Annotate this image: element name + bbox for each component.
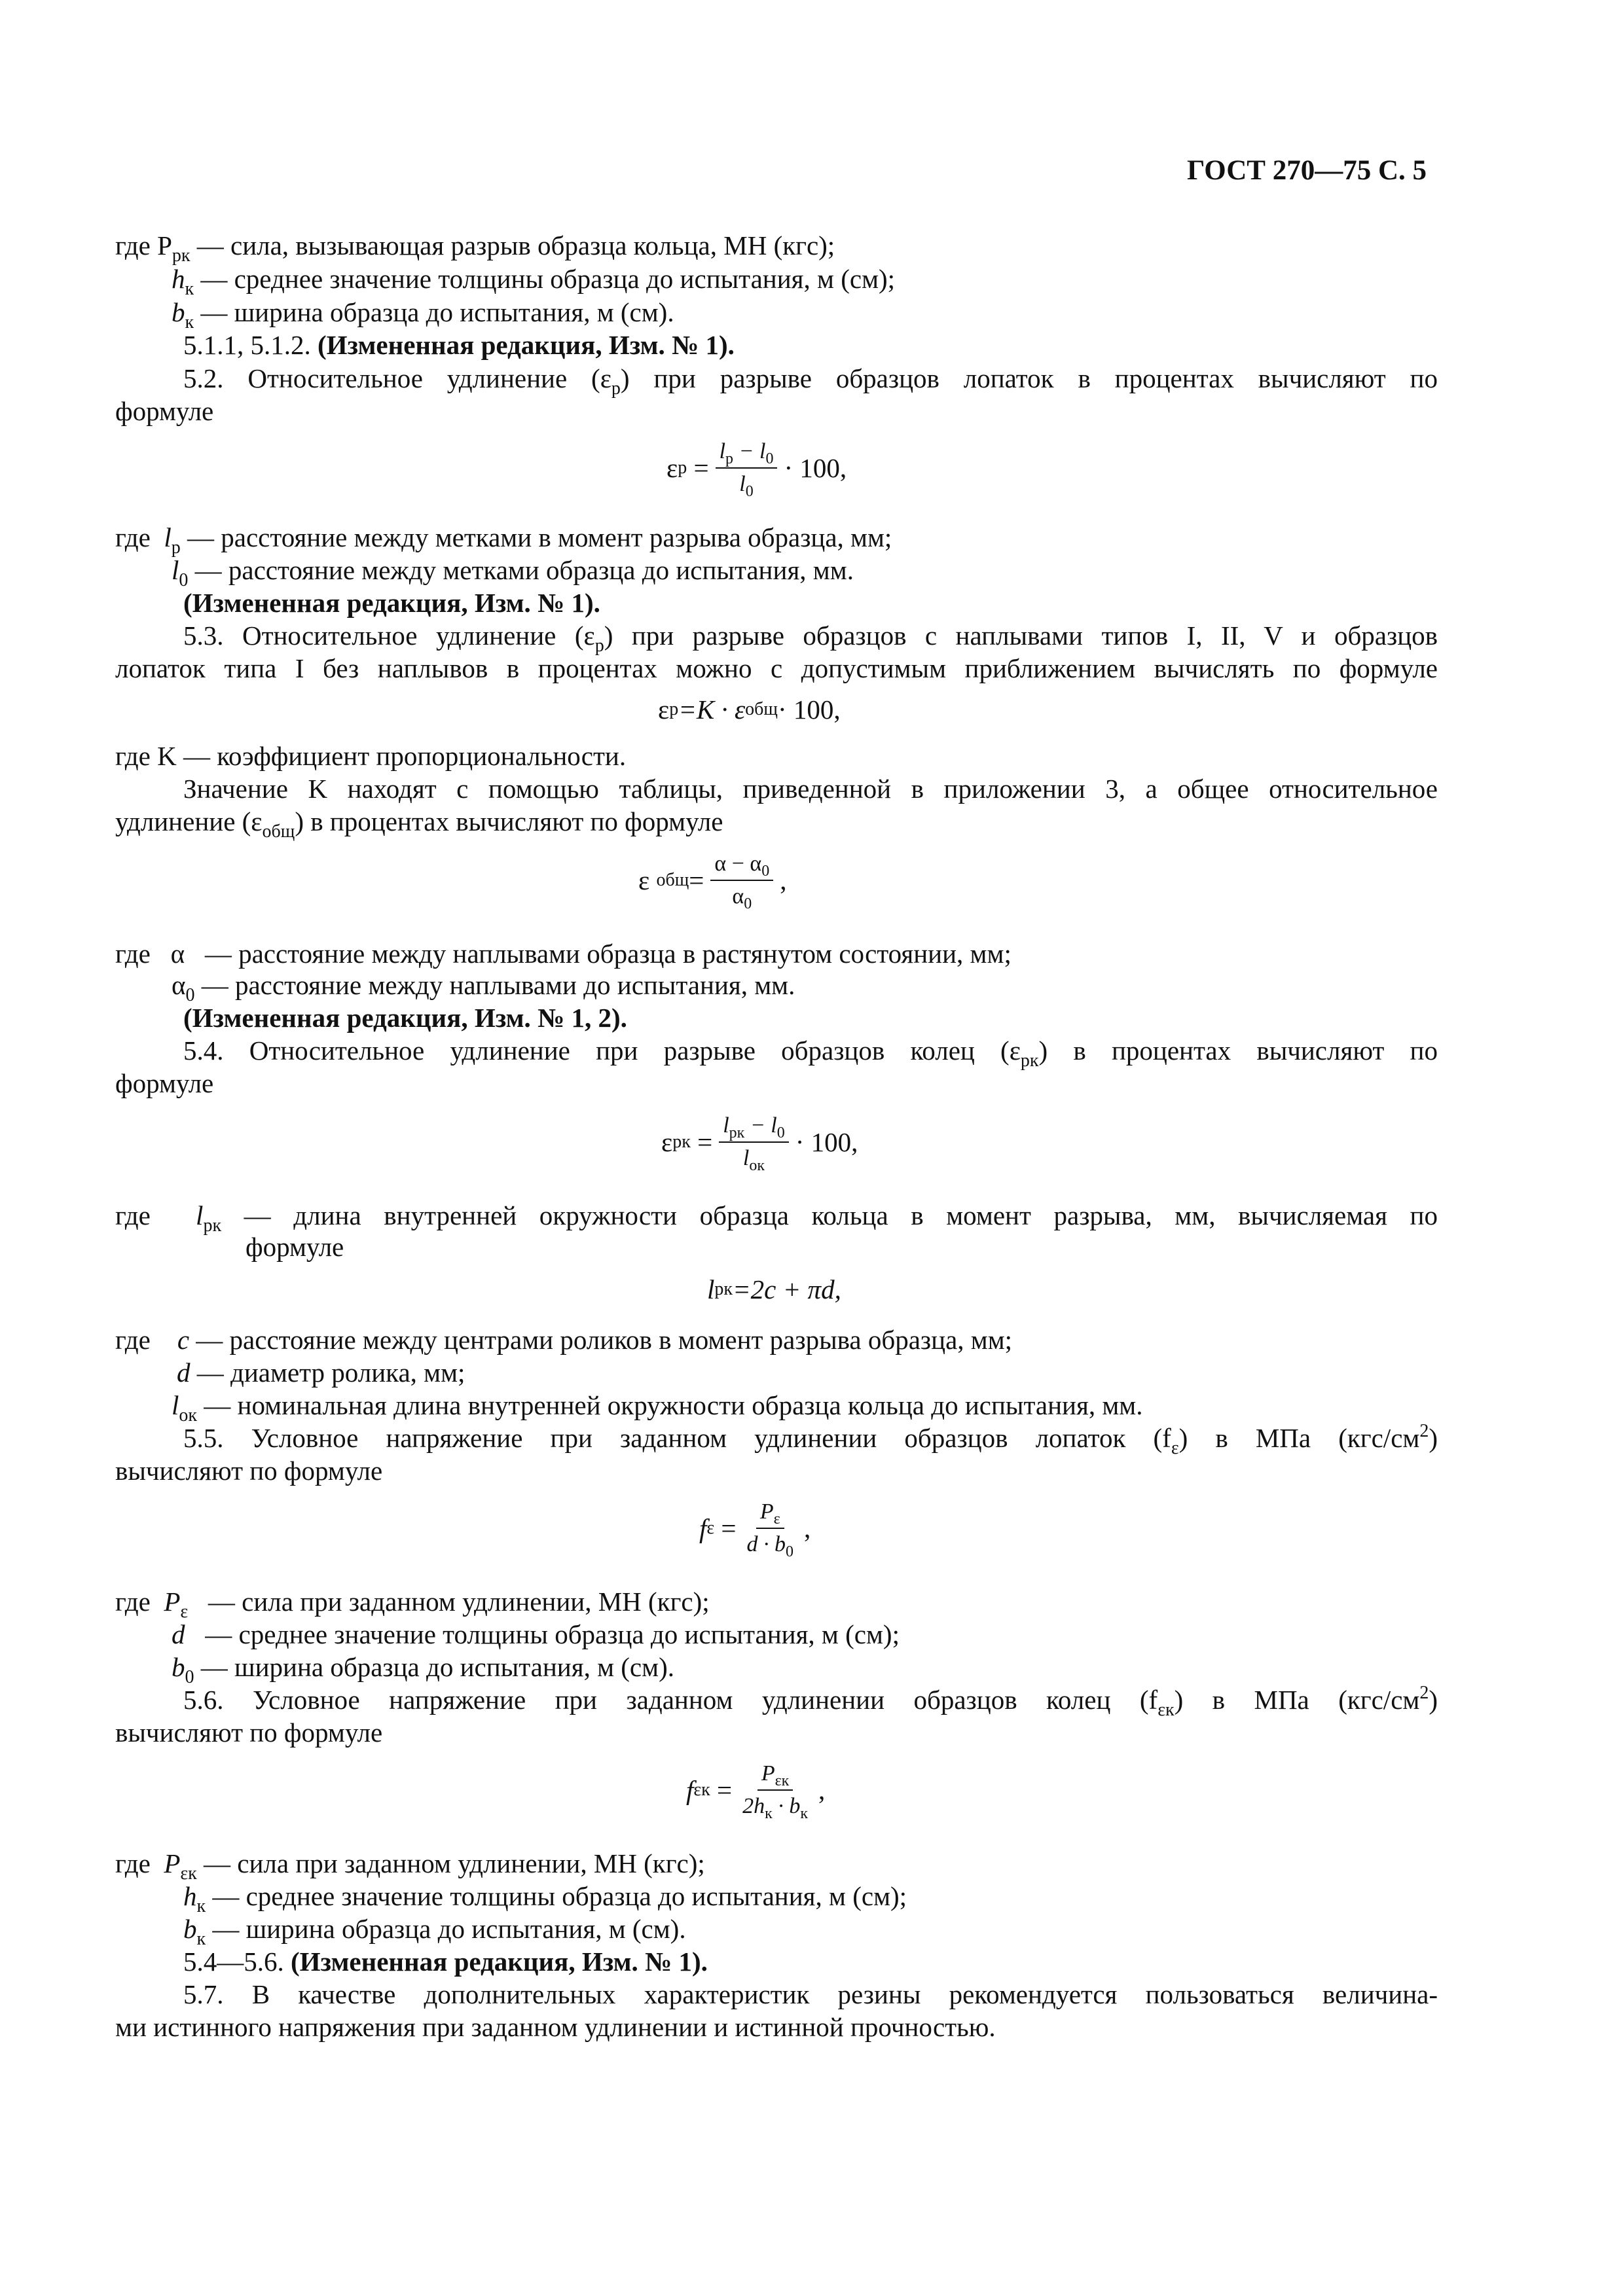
p53-line-4: удлинение $(\varepsilon_{общ})$ в процентах вычисляют по формуле [115, 806, 723, 842]
p53-line-1: 5.3. Относительное удлинение $(\varepsilon_р)$ при разрыве образцов с наплывами типов I, II, V и образцов [183, 620, 1438, 656]
p53-where-alpha: где α — расстояние между наплывами образца в растянутом состоянии, мм; [115, 939, 1012, 969]
page-header: ГОСТ 270—75 С. 5 [1186, 155, 1427, 186]
p55-line-1: 5.5. Условное напряжение при заданном удлинении образцов лопаток $(f_\varepsilon)$ в МПа $(кгс/см^2)$ [183, 1421, 1438, 1458]
p54-where-1: где $l_{рк}$ — длина внутренней окружности образца кольца в момент разрыва, мм, вычисляемая по [115, 1200, 1438, 1236]
p51-line-1: где $P_{рк}$ — сила, вызывающая разрыв образца кольца, МН (кгс); [115, 230, 835, 266]
formula-epsilon-p-k: ε р =K · ε общ · 100, [658, 694, 841, 725]
p57-line-1: 5.7. В качестве дополнительных характеристик резины рекомендуется пользоваться величина- [183, 1979, 1438, 2009]
fraction: $\frac{l_{рк} - l_0}{l_{ок}}$ [719, 1113, 789, 1172]
p56-where-p: где $P_{\varepsilon к}$ — сила при заданном удлинении, МН (кгс); [115, 1848, 705, 1884]
p54-where-1-cont: формуле [246, 1232, 344, 1262]
p55-line-2: вычисляют по формуле [115, 1456, 383, 1486]
p54-line-2: формуле [115, 1068, 214, 1098]
formula-f-epsilon: f ε = $\frac{P_\varepsilon}{d \cdot b_0}$ , [699, 1499, 811, 1560]
p56-where-b: $b_к$ — ширина образца до испытания, м (см). [183, 1914, 686, 1949]
p52-where-1: где $l_р$ — расстояние между метками в момент разрыва образца, мм; [115, 522, 892, 558]
p52-amendment: (Измененная редакция, Изм. № 1). [183, 588, 600, 618]
p51-line-3: $b_к$ — ширина образца до испытания, м (см). [172, 297, 674, 332]
formula-epsilon-pk: ε рк = $\frac{l_{рк} - l_0}{l_{ок}}$ · 100, [661, 1113, 858, 1174]
p51-line-2: $h_к$ — среднее значение толщины образца до испытания, м (см); [172, 264, 896, 299]
p51-amendment: 5.1.1, 5.1.2. (Измененная редакция, Изм. № 1). [183, 330, 735, 360]
p57-line-2: ми истинного напряжения при заданном удлинении и истинной прочностью. [115, 2012, 996, 2042]
p53-where-alpha0: $\alpha_0$ — расстояние между наплывами до испытания, мм. [172, 970, 795, 1005]
p55-where-b0: $b_0$ — ширина образца до испытания, м (см). [172, 1652, 674, 1687]
p53-amendment: (Измененная редакция, Изм. № 1, 2). [183, 1003, 627, 1033]
p56-line-2: вычисляют по формуле [115, 1717, 383, 1748]
p56-where-h: $h_к$ — среднее значение толщины образца до испытания, м (см); [183, 1881, 907, 1916]
formula-f-epsilon-k: f εк = $\frac{P_{\varepsilon к}}{2h_к \cdot b_к}$ , [686, 1761, 826, 1822]
formula-epsilon-total: ε общ = $\frac{\alpha - \alpha_0}{\alpha_0}$ , [638, 852, 787, 912]
p54-where-lok: $l_{ок}$ — номинальная длина внутренней окружности образца кольца до испытания, мм. [172, 1390, 1143, 1426]
fraction: $\frac{\alpha - \alpha_0}{\alpha_0}$ [710, 851, 773, 910]
p56-line-1: 5.6. Условное напряжение при заданном удлинении образцов колец $(f_{\varepsilon к})$ в МПа $(кгс/см^2)$ [183, 1683, 1438, 1720]
formula-l-pk: l рк =2c + πd, [707, 1274, 841, 1304]
p54-where-c: где c — расстояние между центрами роликов в момент разрыва образца, мм; [115, 1325, 1013, 1355]
p52-where-2: $l_0$ — расстояние между метками образца до испытания, мм. [172, 555, 854, 590]
p53-line-3: Значение K находят с помощью таблицы, приведенной в приложении 3, а общее относительное [183, 774, 1438, 804]
fraction: $\frac{l_р - l_0}{l_0}$ [716, 439, 778, 497]
p53-where-k: где K — коэффициент пропорциональности. [115, 741, 627, 771]
p54-line-1: 5.4. Относительное удлинение при разрыве образцов колец $(\varepsilon_{рк})$ в процентах вычисляют по [183, 1035, 1438, 1071]
p56-amendment: 5.4—5.6. (Измененная редакция, Изм. № 1). [183, 1946, 708, 1977]
p52-line-1: 5.2. Относительное удлинение $(\varepsilon_р)$ при разрыве образцов лопаток в процентах вычисляют по [183, 363, 1438, 399]
formula-epsilon-p: ε р = $\frac{l_р - l_0}{l_0}$ · 100, [666, 439, 847, 500]
p52-line-2: формуле [115, 396, 214, 426]
p53-line-2: лопаток типа I без наплывов в процентах можно с допустимым приближением вычислять по формуле [115, 653, 1438, 683]
p54-where-d: d — диаметр ролика, мм; [177, 1357, 465, 1388]
p55-where-d: d — среднее значение толщины образца до испытания, м (см); [172, 1619, 900, 1649]
p55-where-p: где $P_\varepsilon$ — сила при заданном удлинении, МН (кгс); [115, 1587, 710, 1622]
fraction: $\frac{P_{\varepsilon к}}{2h_к \cdot b_к}$ [742, 1761, 808, 1822]
fraction: $\frac{P_\varepsilon}{d \cdot b_0}$ [746, 1499, 794, 1560]
